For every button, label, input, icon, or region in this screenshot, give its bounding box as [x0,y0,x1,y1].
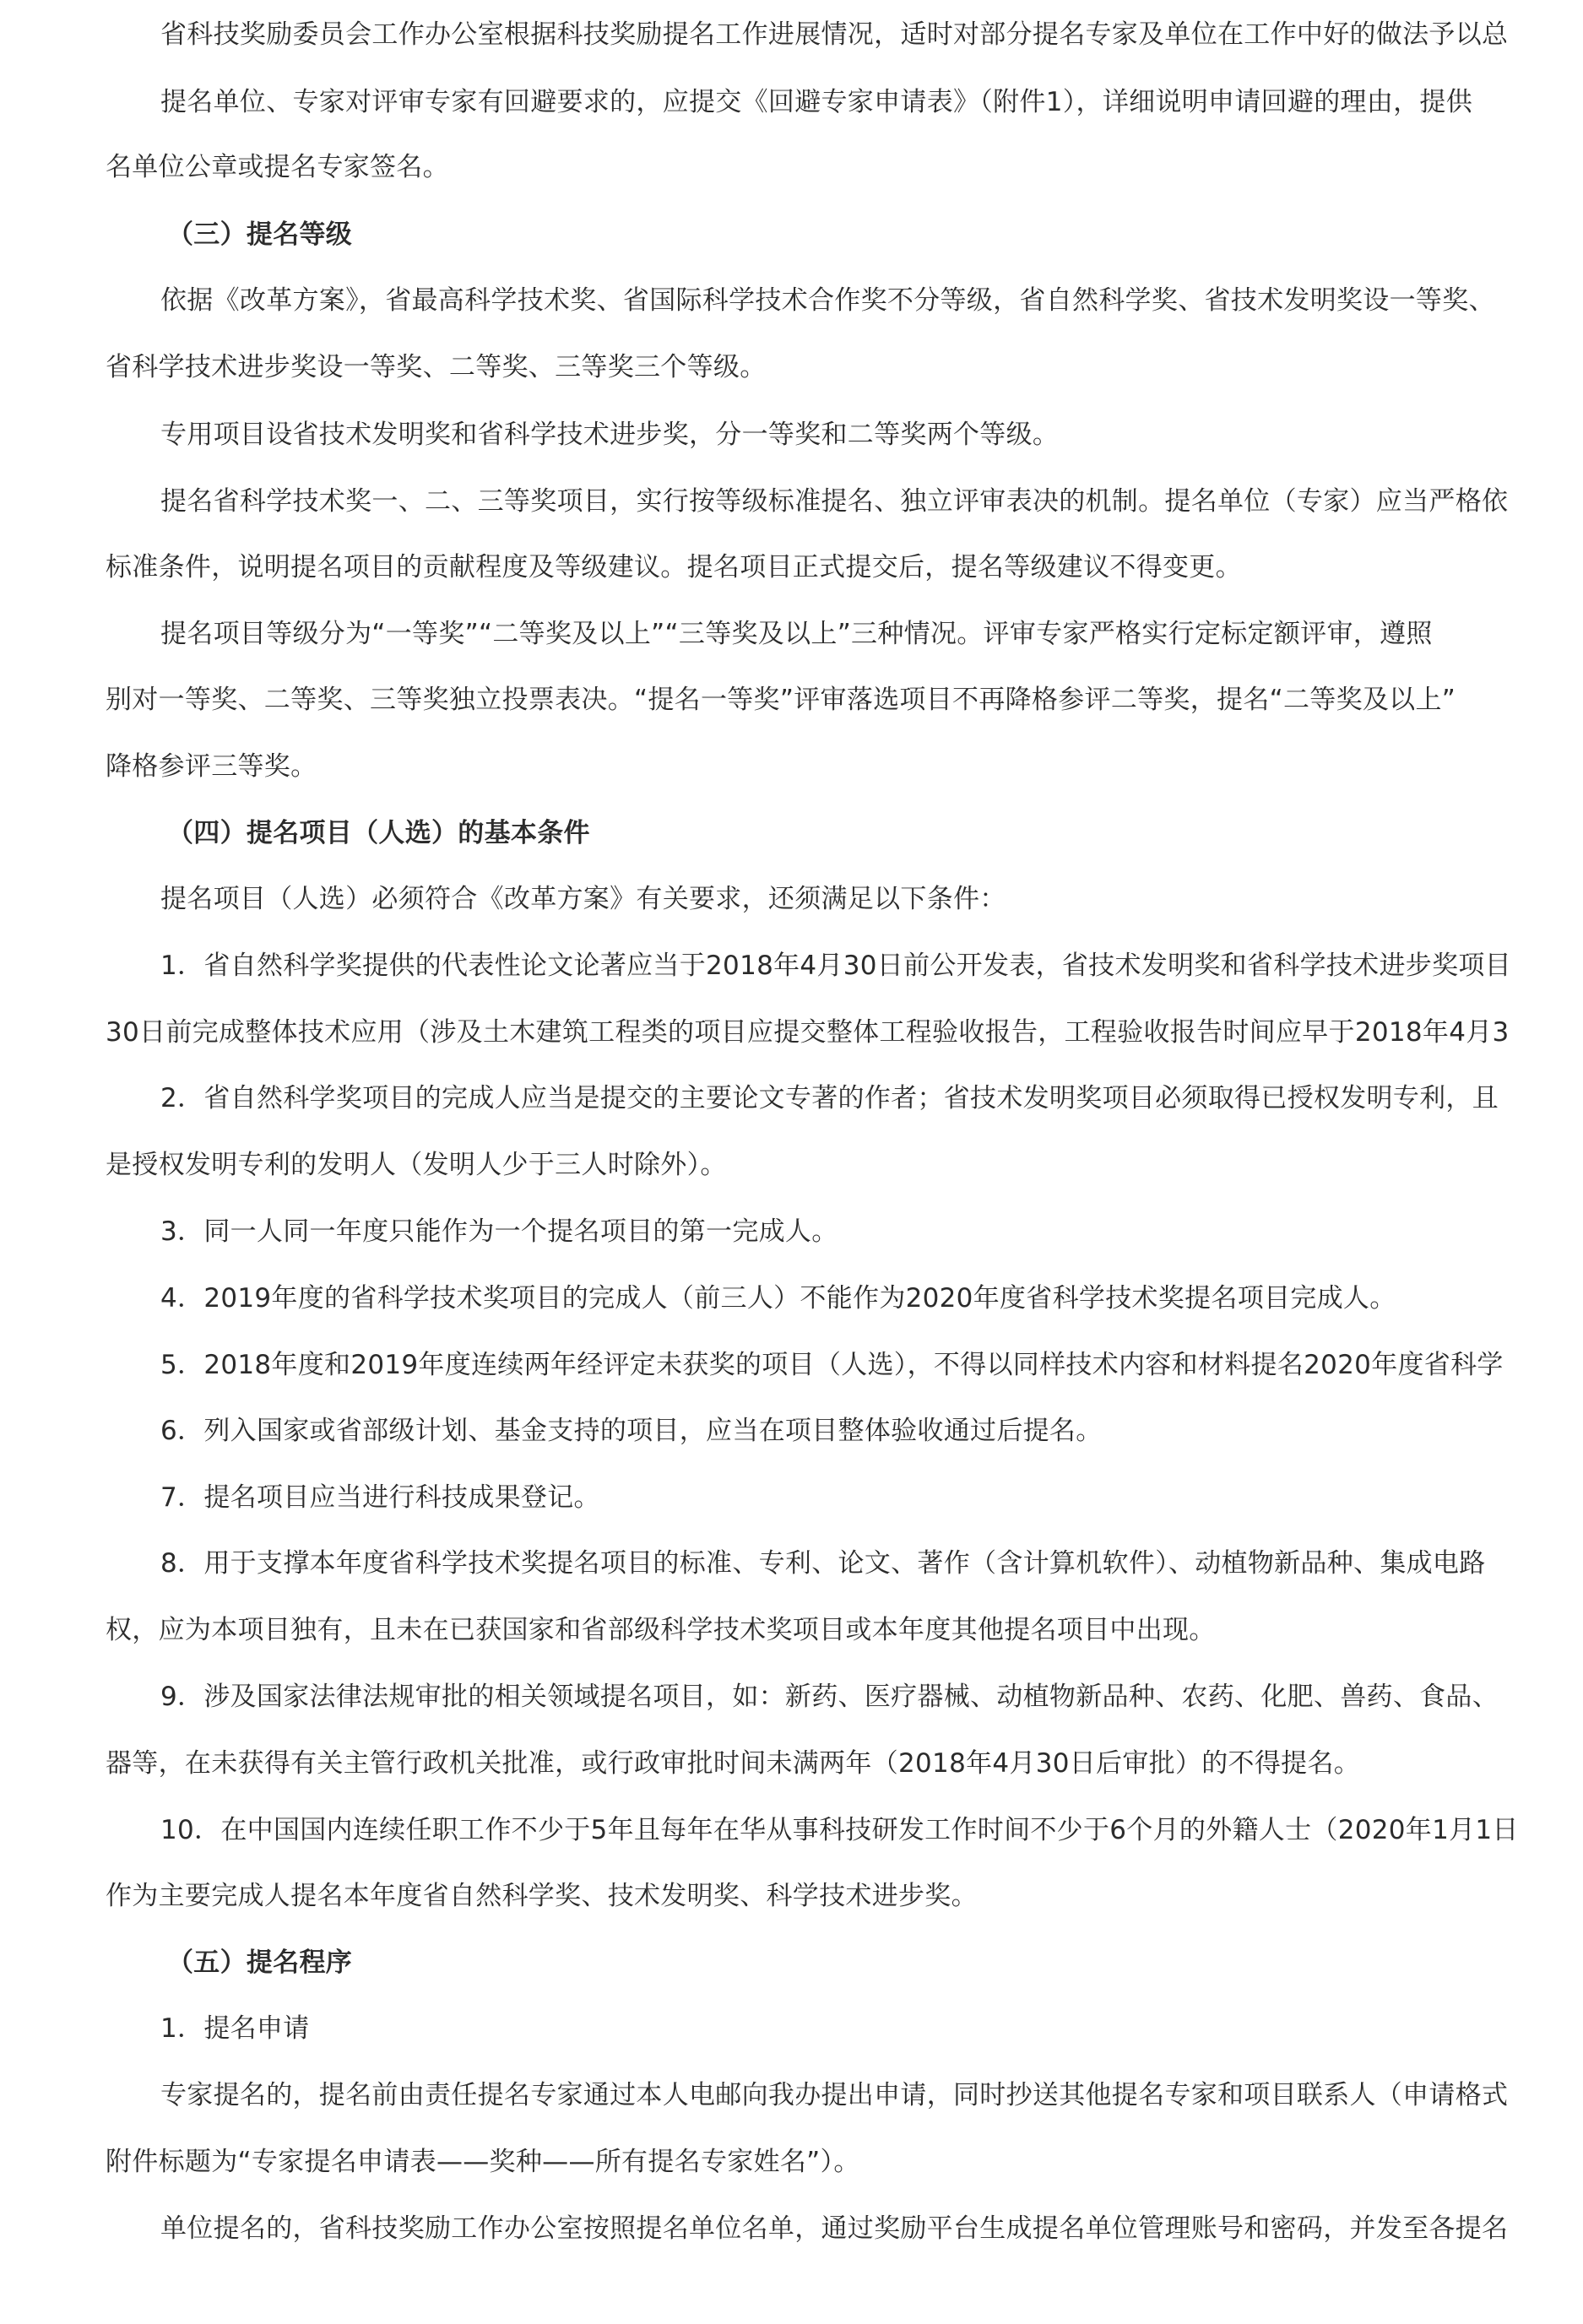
paragraph-line: 单位提名的，省科技奖励工作办公室按照提名单位名单，通过奖励平台生成提名单位管理账号和密码，并发至各提名 [160,2213,1509,2244]
paragraph-line: 别对一等奖、二等奖、三等奖独立投票表决。“提名一等奖”评审落选项目不再降格参评二等奖，提名“二等奖及以上” [106,685,1456,715]
paragraph-line: 是授权发明专利的发明人（发明人少于三人时除外）。 [106,1150,727,1180]
paragraph-line: 提名项目等级分为“一等奖”“二等奖及以上”“三等奖及以上”三种情况。评审专家严格实行定标定额评审，遵照 [160,619,1433,649]
paragraph-line: 附件标题为“专家提名申请表——奖种——所有提名专家姓名”）。 [106,2147,860,2177]
paragraph-line: 作为主要完成人提名本年度省自然科学奖、技术发明奖、科学技术进步奖。 [106,1881,978,1911]
paragraph-line: 30日前完成整体技术应用（涉及土木建筑工程类的项目应提交整体工程验收报告，工程验收报告时间应早于2018年4月3 [106,1017,1510,1048]
paragraph-line: 1．提名申请 [160,2013,310,2044]
paragraph-line: 提名省科学技术奖一、二、三等奖项目，实行按等级标准提名、独立评审表决的机制。提名单位（专家）应当严格依 [160,486,1509,517]
paragraph-line: 专用项目设省技术发明奖和省科学技术进步奖，分一等奖和二等奖两个等级。 [160,420,1060,450]
paragraph-line: 10．在中国国内连续任职工作不少于5年且每年在华从事科技研发工作时间不少于6个月的外籍人士（2020年1月1日 [160,1815,1519,1845]
paragraph-line: 5．2018年度和2019年度连续两年经评定未获奖的项目（人选），不得以同样技术内容和材料提名2020年度省科学 [160,1350,1504,1380]
paragraph-line: 提名项目（人选）必须符合《改革方案》有关要求，还须满足以下条件： [160,884,1006,914]
paragraph-line: 名单位公章或提名专家签名。 [106,152,449,182]
paragraph-line: 降格参评三等奖。 [106,751,317,782]
section-heading: （四）提名项目（人选）的基本条件 [167,818,590,848]
paragraph-line: 3．同一人同一年度只能作为一个提名项目的第一完成人。 [160,1216,838,1247]
paragraph-line: 4．2019年度的省科学技术奖项目的完成人（前三人）不能作为2020年度省科学技术奖提名项目完成人。 [160,1283,1396,1314]
paragraph-line: 提名单位、专家对评审专家有回避要求的，应提交《回避专家申请表》（附件1），详细说明申请回避的理由，提供 [160,87,1473,117]
paragraph-line: 依据《改革方案》，省最高科学技术奖、省国际科学技术合作奖不分等级，省自然科学奖、省技术发明奖设一等奖、 [160,285,1495,316]
paragraph-line: 2．省自然科学奖项目的完成人应当是提交的主要论文专著的作者；省技术发明奖项目必须取得已授权发明专利，且 [160,1083,1499,1113]
paragraph-line: 权，应为本项目独有，且未在已获国家和省部级科学技术奖项目或本年度其他提名项目中出现。 [106,1615,1216,1645]
section-heading: （三）提名等级 [167,219,353,250]
paragraph-line: 8．用于支撑本年度省科学技术奖提名项目的标准、专利、论文、著作（含计算机软件）、动植物新品种、集成电路 [160,1548,1486,1579]
paragraph-line: 7．提名项目应当进行科技成果登记。 [160,1482,600,1513]
paragraph-line: 标准条件，说明提名项目的贡献程度及等级建议。提名项目正式提交后，提名等级建议不得变更。 [106,552,1242,582]
paragraph-line: 器等，在未获得有关主管行政机关批准，或行政审批时间未满两年（2018年4月30日后审批）的不得提名。 [106,1748,1361,1779]
paragraph-line: 专家提名的，提名前由责任提名专家通过本人电邮向我办提出申请，同时抄送其他提名专家和项目联系人（申请格式 [160,2080,1509,2110]
paragraph-line: 9．涉及国家法律法规审批的相关领域提名项目，如：新药、医疗器械、动植物新品种、农药、化肥、兽药、食品、 [160,1682,1499,1712]
paragraph-line: 6．列入国家或省部级计划、基金支持的项目，应当在项目整体验收通过后提名。 [160,1416,1103,1446]
paragraph-line: 省科学技术进步奖设一等奖、二等奖、三等奖三个等级。 [106,352,767,382]
paragraph-line: 1．省自然科学奖提供的代表性论文论著应当于2018年4月30日前公开发表，省技术发明奖和省科学技术进步奖项目 [160,951,1511,981]
paragraph-line: 省科技奖励委员会工作办公室根据科技奖励提名工作进展情况，适时对部分提名专家及单位在工作中好的做法予以总 [160,19,1509,50]
section-heading: （五）提名程序 [167,1948,353,1978]
